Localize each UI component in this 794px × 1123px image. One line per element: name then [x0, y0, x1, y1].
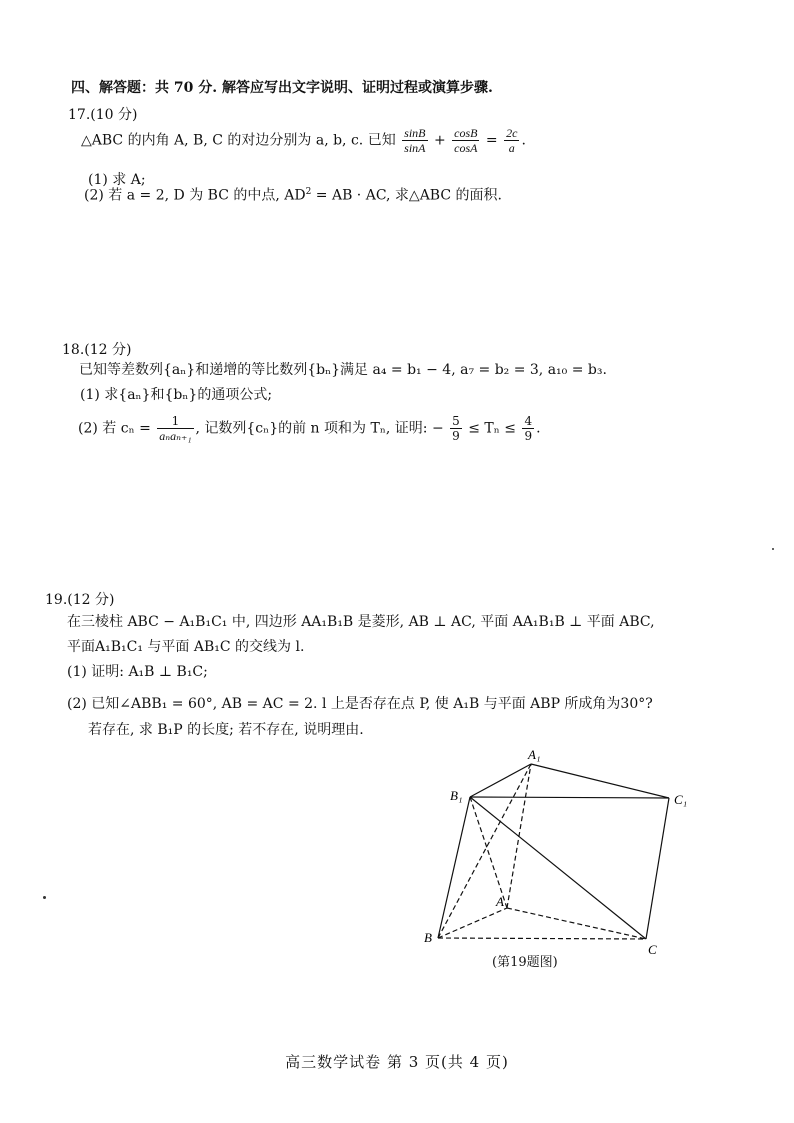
label-c1: C₁ — [674, 792, 688, 807]
frac-numerator: cosB — [454, 126, 478, 140]
q19-part2-line1: (2) 已知∠ABB₁ = 60°, AB = AC = 2. l 上是否存在点 P, 使 A₁B 与平面 ABP 所成角为30°? — [67, 696, 653, 712]
scan-speck — [43, 896, 46, 899]
superscript-2: 2 — [305, 187, 312, 197]
q18-part2-c: ≤ Tₙ ≤ — [468, 420, 516, 437]
q18-part1: (1) 求{aₙ}和{bₙ}的通项公式; — [80, 387, 273, 403]
frac-denominator: a — [508, 141, 515, 155]
q17-frac-cosb-cosa — [452, 126, 479, 155]
section-title: 四、解答题：共 70 分. 解答应写出文字说明、证明过程或演算步骤. — [71, 80, 493, 96]
q19-points: (12 分) — [67, 592, 115, 608]
edge-b-a — [438, 908, 507, 938]
edge-a-c — [507, 908, 646, 939]
q18-part2-b: , 记数列{cₙ}的前 n 项和为 Tₙ, 证明: − — [195, 420, 444, 437]
frac-numerator: 1 — [157, 414, 193, 429]
frac-denominator: sinA — [404, 141, 426, 155]
q18-frac-4-9 — [522, 414, 534, 443]
q19-header — [45, 591, 114, 609]
q17-part2-b: = AB · AC, 求△ABC 的面积. — [311, 187, 502, 204]
figure-caption: (第19题图) — [492, 955, 558, 970]
frac-denominator: 9 — [452, 429, 460, 443]
frac-denominator: 9 — [524, 429, 533, 443]
q19-part1: (1) 证明: A₁B ⊥ B₁C; — [67, 664, 208, 680]
label-a1: A₁ — [528, 747, 541, 762]
edge-b-c — [438, 938, 646, 939]
q19-part2-line2: 若存在, 求 B₁P 的长度; 若不存在, 说明理由. — [88, 722, 364, 738]
page-footer: 高三数学试卷 第 3 页(共 4 页) — [285, 1053, 509, 1071]
frac-numerator: sinB — [404, 126, 426, 140]
frac-numerator: 5 — [452, 414, 460, 428]
q17-part1: (1) 求 A; — [88, 172, 146, 188]
equals-sign: = — [485, 132, 498, 149]
q19-stem-line2: 平面A₁B₁C₁ 与平面 AB₁C 的交线为 l. — [67, 639, 305, 655]
q17-stem — [81, 126, 526, 155]
q18-part2-a: (2) 若 cₙ = — [78, 420, 151, 437]
label-c: C — [648, 942, 657, 957]
period: . — [536, 420, 541, 437]
label-a: A — [496, 894, 504, 909]
q18-frac-5-9 — [450, 414, 462, 443]
q18-frac-cn — [157, 414, 193, 443]
q17-number: 17. — [68, 107, 91, 123]
q18-number: 18. — [62, 342, 85, 358]
q19-stem-line1: 在三棱柱 ABC − A₁B₁C₁ 中, 四边形 AA₁B₁B 是菱形, AB ⊥ AC, 平面 AA₁B₁B ⊥ 平面 ABC, — [67, 614, 655, 630]
q17-stem-prefix: △ABC 的内角 A, B, C 的对边分别为 a, b, c. 已知 — [81, 132, 396, 149]
period: . — [521, 132, 526, 149]
q18-part2 — [78, 414, 541, 443]
label-b: B — [424, 930, 432, 945]
frac-numerator: 2c — [506, 126, 518, 140]
edge-a1-c1 — [531, 764, 669, 798]
q17-points: (10 分) — [90, 107, 138, 123]
q17-frac-sinb-sina — [402, 126, 427, 155]
plus-sign: + — [433, 132, 446, 149]
frac-numerator: 4 — [524, 414, 533, 428]
q18-points: (12 分) — [84, 342, 132, 358]
q18-stem: 已知等差数列{aₙ}和递增的等比数列{bₙ}满足 a₄ = b₁ − 4, a₇ = b₂ = 3, a₁₀ = b₃. — [79, 362, 607, 378]
scan-speck — [772, 548, 774, 550]
edge-b1-a — [470, 797, 507, 908]
frac-denominator: aₙaₙ₊₁ — [159, 429, 192, 443]
q18-header — [62, 341, 131, 359]
q17-part2 — [84, 183, 502, 205]
frac-denominator: cosA — [454, 141, 478, 155]
edge-b1-b — [438, 797, 470, 938]
q17-header — [68, 106, 137, 124]
q17-part2-a: (2) 若 a = 2, D 为 BC 的中点, AD — [84, 187, 306, 204]
q17-frac-2c-a — [504, 126, 519, 155]
edge-c1-c — [646, 798, 669, 939]
edge-b1-c1 — [470, 797, 669, 798]
prism-figure — [420, 747, 688, 957]
edge-b1-c — [470, 797, 646, 939]
label-b1: B₁ — [450, 788, 463, 803]
q19-number: 19. — [45, 592, 68, 608]
